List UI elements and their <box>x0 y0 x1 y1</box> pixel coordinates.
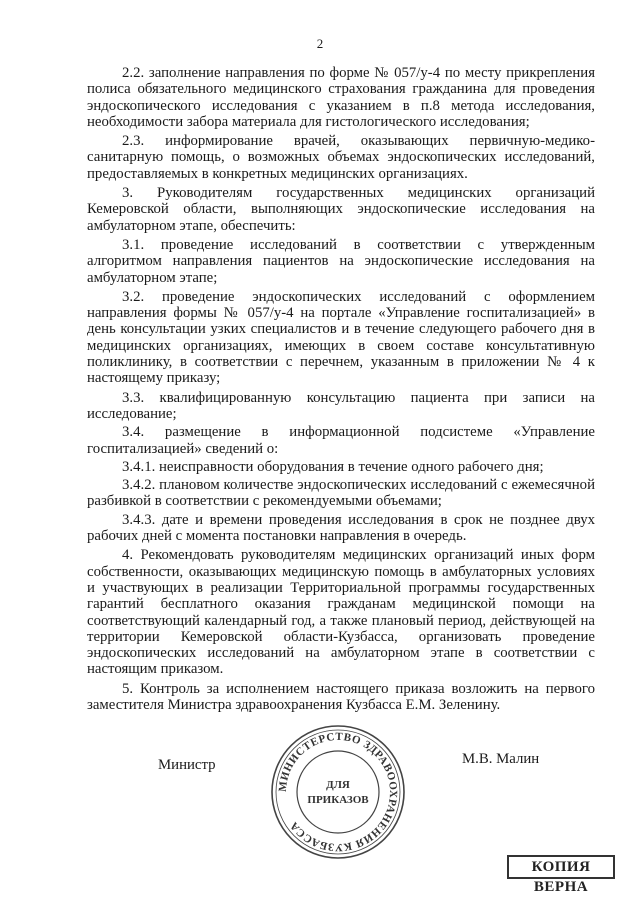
page-number: 2 <box>316 36 324 51</box>
copy-certified-stamp: КОПИЯ ВЕРНА <box>507 855 615 879</box>
signatory-name: М.В. Малин <box>462 751 540 767</box>
seal-center-line1: ДЛЯ <box>326 779 350 791</box>
seal-center-line2: ПРИКАЗОВ <box>307 794 369 806</box>
paragraph-3-1: 3.1. проведение исследований в соответствии с утвержденным алгоритмом направления пациентов на эндоскопические исследования на амбулаторном этапе; <box>87 236 595 286</box>
paragraph-3-4-3: 3.4.3. дате и времени проведения исследования в срок не позднее двух рабочих дней с момента постановки направления в очередь. <box>87 511 595 545</box>
document-body <box>87 65 595 715</box>
paragraph-5: 5. Контроль за исполнением настоящего приказа возложить на первого заместителя Министра здравоохранения Кузбасса Е.М. Зеленину. <box>87 680 595 713</box>
ministry-seal <box>268 722 408 862</box>
paragraph-3-4: 3.4. размещение в информационной подсистеме «Управление госпитализацией» сведений о: <box>87 424 595 457</box>
seal-ring-text: МИНИСТЕРСТВО ЗДРАВООХРАНЕНИЯ КУЗБАССА <box>276 730 400 854</box>
paragraph-2-2: 2.2. заполнение направления по форме № 057/у-4 по месту прикрепления полиса обязательного медицинского страхования гражданина для проведения эндоскопического исследования с указанием в п.8 метода исследования, необходимости забора материала для гистологического исследования; <box>87 65 595 130</box>
paragraph-3-2: 3.2. проведение эндоскопических исследований с оформлением направления формы № 057/у-4 на портале «Управление госпитализацией» в день консультации узких специалистов и в течение следующего рабочего дня в медицинских организациях, имеющих в своем составе консультативную поликлинику, в соответствии с перечнем, указанным в приложении № 4 к настоящему приказу; <box>87 288 595 387</box>
signatory-title: Министр <box>158 757 216 773</box>
paragraph-4: 4. Рекомендовать руководителям медицинских организаций иных форм собственности, оказывающих медицинскую помощь в амбулаторных условиях и участвующих в реализации Территориальной программы государственных гарантий бесплатного оказания гражданам медицинской помощи на соответствующий календарный год, а также плановый период, действующей на территории Кемеровской области-Кузбасса, организовать проведение эндоскопических исследований на амбулаторном этапе в соответствии с настоящим приказом. <box>87 547 595 678</box>
paragraph-2-3: 2.3. информирование врачей, оказывающих первичную-медико-санитарную помощь, о возможных объемах эндоскопических исследований, предоставляемых в конкретных медицинских организациях. <box>87 133 595 182</box>
paragraph-3: 3. Руководителям государственных медицинских организаций Кемеровской области, выполняющих эндоскопические исследования на амбулаторном этапе, обеспечить: <box>87 185 595 234</box>
paragraph-3-3: 3.3. квалифицированную консультацию пациента при записи на исследование; <box>87 389 595 422</box>
paragraph-3-4-1: 3.4.1. неисправности оборудования в течение одного рабочего дня; <box>122 458 544 475</box>
paragraph-3-4-2: 3.4.2. плановом количестве эндоскопических исследований с ежемесячной разбивкой в соответствии с рекомендуемыми объемами; <box>87 477 595 510</box>
